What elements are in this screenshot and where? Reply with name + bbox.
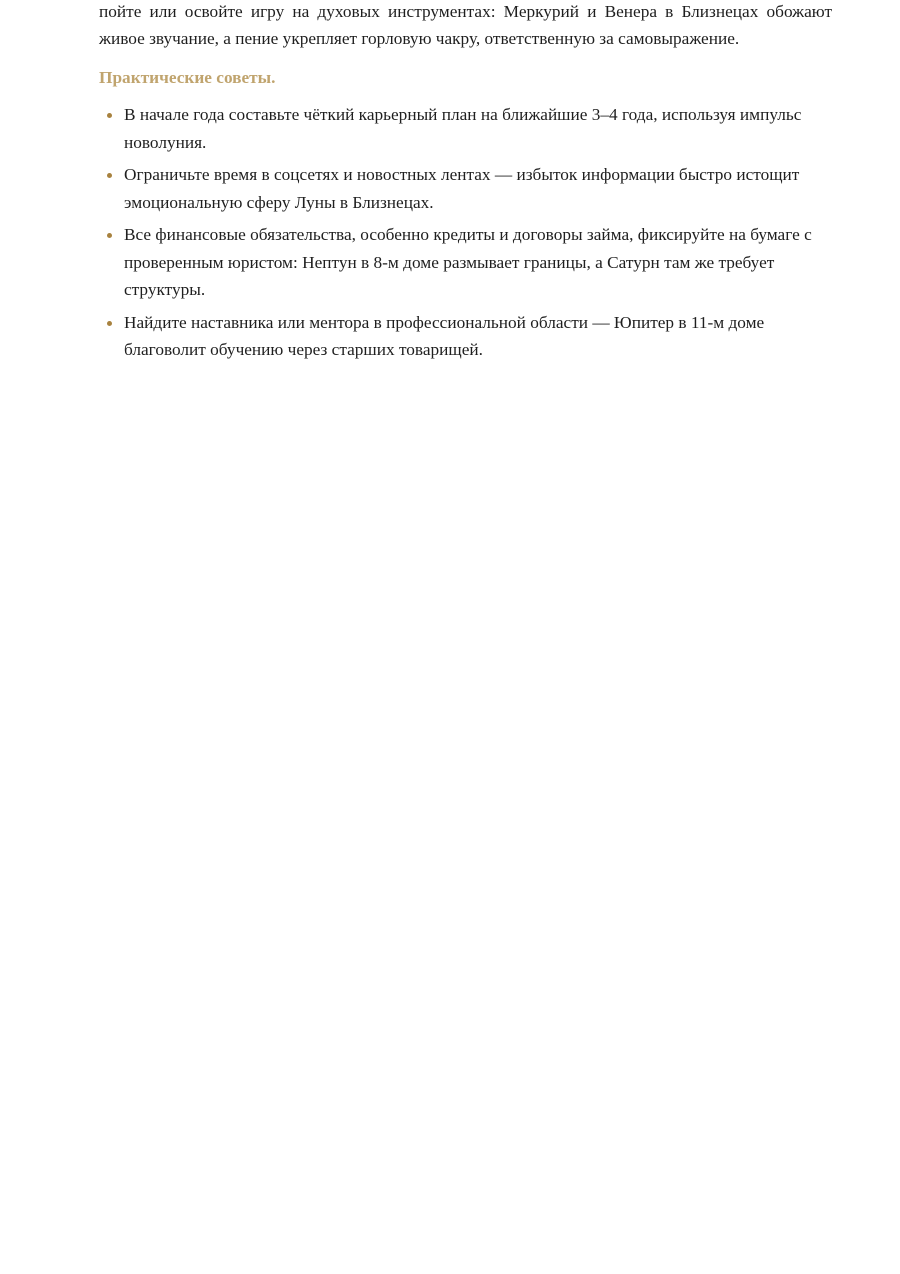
- list-item-text: Все финансовые обязательства, особенно кредиты и договоры займа, фиксируйте на бумаге с проверенным юристом: Нептун в 8-м доме размывает границы, а Сатурн там же требует структуры.: [124, 225, 812, 299]
- list-item-text: В начале года составьте чёткий карьерный план на ближайшие 3–4 года, используя импульс новолуния.: [124, 105, 802, 152]
- document-content: [99, 0, 832, 359]
- list-item-text: Найдите наставника или ментора в профессиональной области — Юпитер в 11-м доме благоволит обучению через старших товарищей.: [124, 312, 765, 359]
- bullet-icon: [107, 233, 112, 238]
- list-item: [99, 161, 839, 216]
- intro-paragraph: пойте или освойте игру на духовых инструментах: Меркурий и Венера в Близнецах обожают живое звучание, а пение укрепляет горловую чакру, ответственную за самовыражение.: [99, 2, 832, 48]
- bullet-icon: [107, 113, 112, 118]
- bullet-icon: [107, 173, 112, 178]
- section-heading: Практические советы.: [99, 68, 276, 87]
- list-item: [99, 221, 839, 304]
- list-item: [99, 101, 839, 156]
- tips-list: [99, 101, 839, 369]
- list-item: [99, 309, 839, 364]
- list-item-text: Ограничьте время в соцсетях и новостных лентах — избыток информации быстро истощит эмоциональную сферу Луны в Близнецах.: [124, 165, 800, 212]
- bullet-icon: [107, 321, 112, 326]
